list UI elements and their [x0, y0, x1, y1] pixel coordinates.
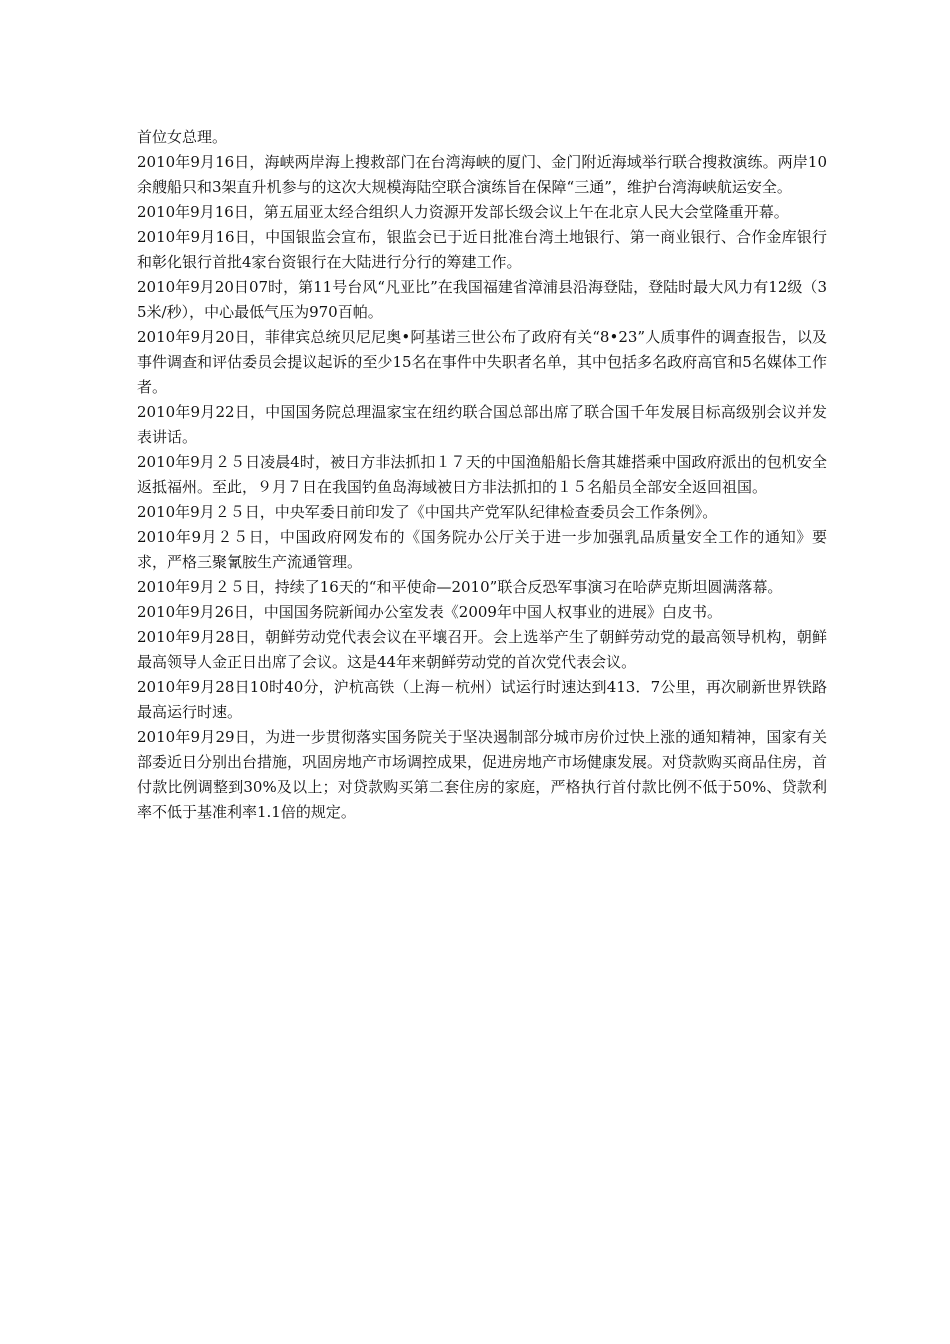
paragraph-13: 2010年9月28日，朝鲜劳动党代表会议在平壤召开。会上选举产生了朝鲜劳动党的最高领导机构，朝鲜最高领导人金正日出席了会议。这是44年来朝鲜劳动党的首次党代表会议。 — [137, 628, 827, 671]
paragraph-10: 2010年9月２５日，中国政府网发布的《国务院办公厅关于进一步加强乳品质量安全工作的通知》要求，严格三聚氰胺生产流通管理。 — [137, 528, 827, 571]
paragraph-2: 2010年9月16日，海峡两岸海上搜救部门在台湾海峡的厦门、金门附近海域举行联合搜救演练。两岸10余艘船只和3架直升机参与的这次大规模海陆空联合演练旨在保障“三通”，维护台湾海峡航运安全。 — [137, 153, 827, 196]
document-body — [137, 125, 827, 825]
paragraph-15: 2010年9月29日，为进一步贯彻落实国务院关于坚决遏制部分城市房价过快上涨的通知精神，国家有关部委近日分别出台措施，巩固房地产市场调控成果，促进房地产市场健康发展。对贷款购买商品住房，首付款比例调整到30%及以上；对贷款购买第二套住房的家庭，严格执行首付款比例不低于50%、贷款利率不低于基准利率1.1倍的规定。 — [137, 728, 828, 821]
paragraph-5: 2010年9月20日07时，第11号台风“凡亚比”在我国福建省漳浦县沿海登陆，登陆时最大风力有12级（35米/秒），中心最低气压为970百帕。 — [137, 278, 827, 321]
paragraph-9: 2010年9月２５日，中央军委日前印发了《中国共产党军队纪律检查委员会工作条例》。 — [137, 503, 718, 521]
paragraph-8: 2010年9月２５日凌晨4时，被日方非法抓扣１７天的中国渔船船长詹其雄搭乘中国政府派出的包机安全返抵福州。至此，９月７日在我国钓鱼岛海域被日方非法抓扣的１５名船员全部安全返回祖国。 — [137, 453, 827, 496]
paragraph-4: 2010年9月16日，中国银监会宣布，银监会已于近日批准台湾土地银行、第一商业银行、合作金库银行和彰化银行首批4家台资银行在大陆进行分行的筹建工作。 — [137, 228, 827, 271]
paragraph-1: 首位女总理。 — [137, 128, 228, 146]
paragraph-12: 2010年9月26日，中国国务院新闻办公室发表《2009年中国人权事业的进展》白皮书。 — [137, 603, 722, 621]
paragraph-11: 2010年9月２５日，持续了16天的“和平使命—2010”联合反恐军事演习在哈萨克斯坦圆满落幕。 — [137, 578, 783, 596]
paragraph-6: 2010年9月20日，菲律宾总统贝尼尼奥•阿基诺三世公布了政府有关“8•23”人质事件的调查报告，以及事件调查和评估委员会提议起诉的至少15名在事件中失职者名单，其中包括多名政府高官和5名媒体工作者。 — [137, 328, 827, 396]
paragraph-14: 2010年9月28日10时40分，沪杭高铁（上海－杭州）试运行时速达到413．7公里，再次刷新世界铁路最高运行时速。 — [137, 678, 827, 721]
paragraph-3: 2010年9月16日，第五届亚太经合组织人力资源开发部长级会议上午在北京人民大会堂隆重开幕。 — [137, 203, 789, 221]
paragraph-7: 2010年9月22日，中国国务院总理温家宝在纽约联合国总部出席了联合国千年发展目标高级别会议并发表讲话。 — [137, 403, 827, 446]
